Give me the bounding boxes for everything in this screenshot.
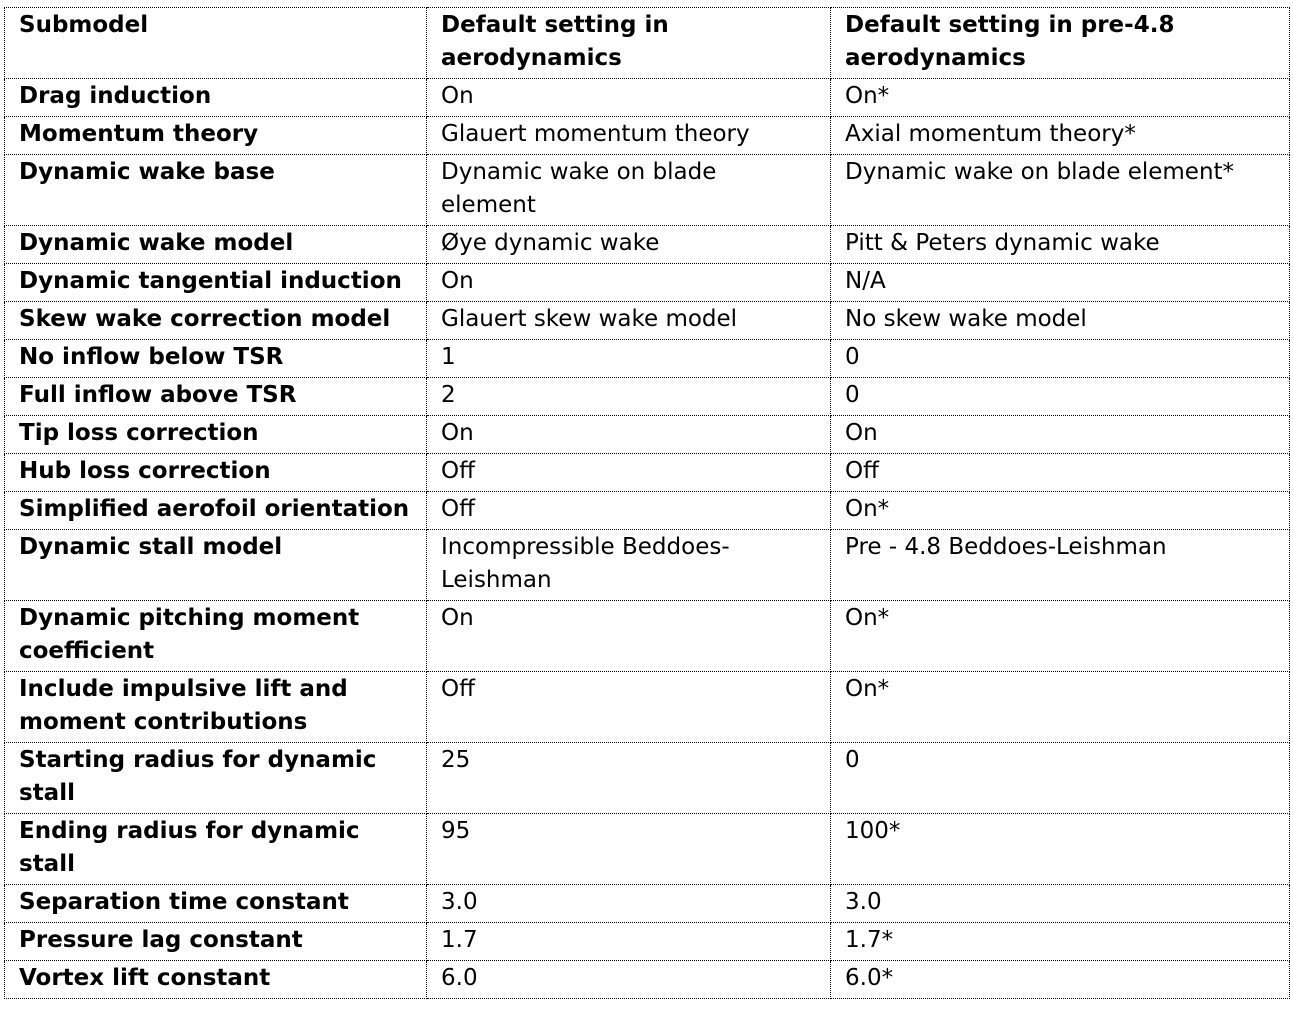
table-row [5,672,1290,743]
submodel-cell: Simplified aerofoil orientation [5,492,427,530]
pre48-setting-cell: 0 [831,378,1290,416]
table-row [5,79,1290,117]
submodel-cell: Tip loss correction [5,416,427,454]
default-setting-cell: 6.0 [427,961,831,999]
table-row [5,454,1290,492]
default-setting-cell: On [427,601,831,672]
default-setting-cell: Off [427,672,831,743]
default-setting-cell: 25 [427,743,831,814]
pre48-setting-cell: 0 [831,340,1290,378]
pre48-setting-cell: 6.0* [831,961,1290,999]
submodel-cell: Hub loss correction [5,454,427,492]
submodel-cell: Ending radius for dynamic stall [5,814,427,885]
submodel-cell: Momentum theory [5,117,427,155]
submodel-cell: Pressure lag constant [5,923,427,961]
table-row [5,378,1290,416]
pre48-setting-cell: On* [831,79,1290,117]
submodel-cell: No inflow below TSR [5,340,427,378]
default-setting-cell: 95 [427,814,831,885]
table-row [5,743,1290,814]
default-setting-cell: On [427,264,831,302]
submodel-cell: Drag induction [5,79,427,117]
submodel-cell: Dynamic tangential induction [5,264,427,302]
table-row [5,416,1290,454]
table-row [5,923,1290,961]
submodel-cell: Dynamic wake model [5,226,427,264]
pre48-setting-cell: On* [831,672,1290,743]
default-setting-cell: 2 [427,378,831,416]
pre48-setting-cell: Pitt & Peters dynamic wake [831,226,1290,264]
pre48-setting-cell: Axial momentum theory* [831,117,1290,155]
table-row [5,814,1290,885]
default-setting-cell: Off [427,454,831,492]
table-row [5,264,1290,302]
table-header-row [5,8,1290,79]
default-setting-cell: 3.0 [427,885,831,923]
default-setting-cell: 1.7 [427,923,831,961]
pre48-setting-cell: Dynamic wake on blade element* [831,155,1290,226]
default-setting-cell: Glauert skew wake model [427,302,831,340]
table-row [5,961,1290,999]
submodel-cell: Include impulsive lift and moment contributions [5,672,427,743]
table-row [5,340,1290,378]
default-setting-cell: Øye dynamic wake [427,226,831,264]
pre48-setting-cell: 1.7* [831,923,1290,961]
table-row [5,530,1290,601]
submodel-cell: Dynamic wake base [5,155,427,226]
pre48-setting-cell: On* [831,601,1290,672]
submodel-cell: Skew wake correction model [5,302,427,340]
pre48-setting-cell: On [831,416,1290,454]
table-row [5,155,1290,226]
default-setting-cell: On [427,79,831,117]
submodel-cell: Dynamic pitching moment coefficient [5,601,427,672]
table-body [5,79,1290,999]
table-row [5,492,1290,530]
default-setting-cell: Incompressible Beddoes-Leishman [427,530,831,601]
submodel-cell: Full inflow above TSR [5,378,427,416]
default-setting-cell: On [427,416,831,454]
default-setting-cell: Glauert momentum theory [427,117,831,155]
header-default-setting: Default setting in aerodynamics [427,8,831,79]
pre48-setting-cell: Off [831,454,1290,492]
header-default-setting-pre48: Default setting in pre-4.8 aerodynamics [831,8,1290,79]
pre48-setting-cell: 100* [831,814,1290,885]
default-setting-cell: Off [427,492,831,530]
submodel-cell: Vortex lift constant [5,961,427,999]
table-row [5,302,1290,340]
default-setting-cell: 1 [427,340,831,378]
table-row [5,117,1290,155]
pre48-setting-cell: Pre - 4.8 Beddoes-Leishman [831,530,1290,601]
pre48-setting-cell: N/A [831,264,1290,302]
aerodynamics-defaults-table [4,7,1290,999]
submodel-cell: Dynamic stall model [5,530,427,601]
pre48-setting-cell: No skew wake model [831,302,1290,340]
pre48-setting-cell: 3.0 [831,885,1290,923]
default-setting-cell: Dynamic wake on blade element [427,155,831,226]
submodel-cell: Separation time constant [5,885,427,923]
pre48-setting-cell: On* [831,492,1290,530]
table-row [5,601,1290,672]
header-submodel: Submodel [5,8,427,79]
submodel-cell: Starting radius for dynamic stall [5,743,427,814]
table-row [5,885,1290,923]
table-row [5,226,1290,264]
pre48-setting-cell: 0 [831,743,1290,814]
